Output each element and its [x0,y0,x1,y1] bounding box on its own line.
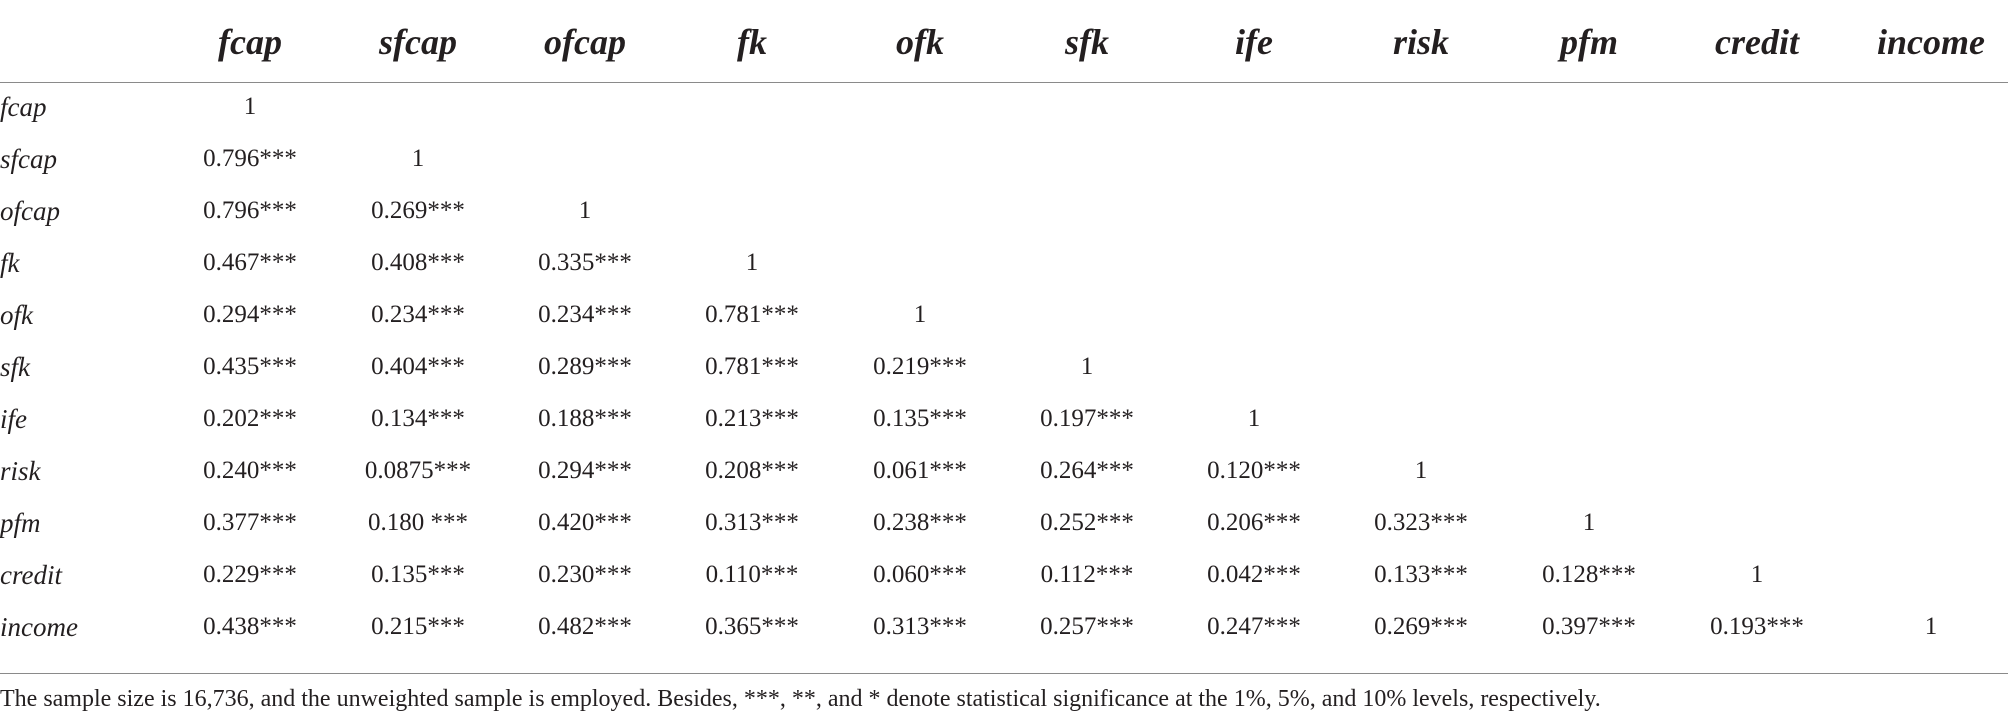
table-cell: 0.257*** [1040,613,1134,640]
column-header-fcap: fcap [218,22,282,62]
table-cell: 0.0875*** [364,457,472,484]
table-cell: 0.193*** [1710,613,1804,640]
table-cell: 0.420*** [538,509,632,536]
table-cell: 0.219*** [873,353,967,380]
table-cell: 0.781*** [705,353,799,380]
column-header-pfm: pfm [1560,22,1618,62]
table-cell: 0.404*** [371,353,465,380]
table-footnote: The sample size is 16,736, and the unweighted sample is employed. Besides, ***, **, and * denote statistical significance at the 1%, 5%, and 10% levels, respectively. [0,686,1601,712]
table-cell: 1 [1247,405,1261,432]
table-cell: 0.294*** [203,301,297,328]
row-label-income: income [0,612,78,642]
row-label-credit: credit [0,560,62,590]
table-cell: 0.188*** [538,405,632,432]
table-cell: 1 [1080,353,1094,380]
column-header-fk: fk [737,22,767,62]
table-cell: 0.313*** [873,613,967,640]
table-cell: 0.323*** [1374,509,1468,536]
table-cell: 0.269*** [1374,613,1468,640]
table-cell: 1 [1582,509,1596,536]
table-cell: 1 [411,145,425,172]
table-cell: 0.135*** [873,405,967,432]
table-cell: 1 [578,197,592,224]
row-label-fk: fk [0,248,20,278]
table-cell: 0.335*** [538,249,632,276]
column-header-income: income [1877,22,1985,62]
table-cell: 0.234*** [371,301,465,328]
column-header-credit: credit [1715,22,1799,62]
table-cell: 0.229*** [203,561,297,588]
table-cell: 1 [745,249,759,276]
table-cell: 0.180 *** [368,509,468,536]
table-cell: 0.128*** [1542,561,1636,588]
row-label-ofk: ofk [0,300,33,330]
table-cell: 0.215*** [371,613,465,640]
table-cell: 0.238*** [873,509,967,536]
table-cell: 0.313*** [705,509,799,536]
table-cell: 0.213*** [705,405,799,432]
column-header-sfcap: sfcap [379,22,457,62]
table-bottom-rule [0,673,2008,674]
table-cell: 0.240*** [203,457,297,484]
table-cell: 1 [243,93,257,120]
row-label-ife: ife [0,404,27,434]
column-header-ife: ife [1235,22,1273,62]
table-cell: 0.397*** [1542,613,1636,640]
column-header-risk: risk [1392,22,1450,62]
table-cell: 0.134*** [371,405,465,432]
column-header-sfk: sfk [1065,22,1109,62]
table-cell: 0.197*** [1040,405,1134,432]
column-header-ofcap: ofcap [544,22,626,62]
table-cell: 0.438*** [203,613,297,640]
table-cell: 0.133*** [1374,561,1468,588]
table-cell: 0.234*** [538,301,632,328]
table-cell: 0.482*** [538,613,632,640]
table-cell: 1 [1924,613,1938,640]
table-cell: 0.110*** [705,561,799,588]
table-cell: 0.135*** [371,561,465,588]
table-cell: 0.252*** [1040,509,1134,536]
table-cell: 0.365*** [705,613,799,640]
row-label-pfm: pfm [0,508,41,538]
table-cell: 0.120*** [1207,457,1301,484]
table-cell: 0.042*** [1207,561,1301,588]
column-header-ofk: ofk [896,22,944,62]
table-cell: 0.264*** [1040,457,1134,484]
table-cell: 0.206*** [1207,509,1301,536]
table-cell: 0.208*** [705,457,799,484]
table-top-rule [0,82,2008,83]
table-cell: 0.796*** [203,197,297,224]
table-cell: 0.467*** [203,249,297,276]
row-label-sfcap: sfcap [0,144,57,174]
table-cell: 0.269*** [371,197,465,224]
table-cell: 0.796*** [203,145,297,172]
table-cell: 0.061*** [873,457,967,484]
table-cell: 1 [1414,457,1428,484]
table-cell: 0.781*** [705,301,799,328]
table-cell: 0.289*** [538,353,632,380]
table-cell: 0.294*** [538,457,632,484]
table-cell: 0.202*** [203,405,297,432]
table-cell: 0.060*** [873,561,967,588]
table-cell: 1 [1750,561,1764,588]
row-label-ofcap: ofcap [0,196,60,226]
table-cell: 0.112*** [1040,561,1134,588]
table-cell: 0.230*** [538,561,632,588]
table-cell: 0.377*** [203,509,297,536]
table-cell: 0.408*** [371,249,465,276]
row-label-fcap: fcap [0,92,47,122]
table-cell: 0.247*** [1207,613,1301,640]
row-label-sfk: sfk [0,352,30,382]
table-cell: 0.435*** [203,353,297,380]
table-cell: 1 [913,301,927,328]
row-label-risk: risk [0,456,41,486]
